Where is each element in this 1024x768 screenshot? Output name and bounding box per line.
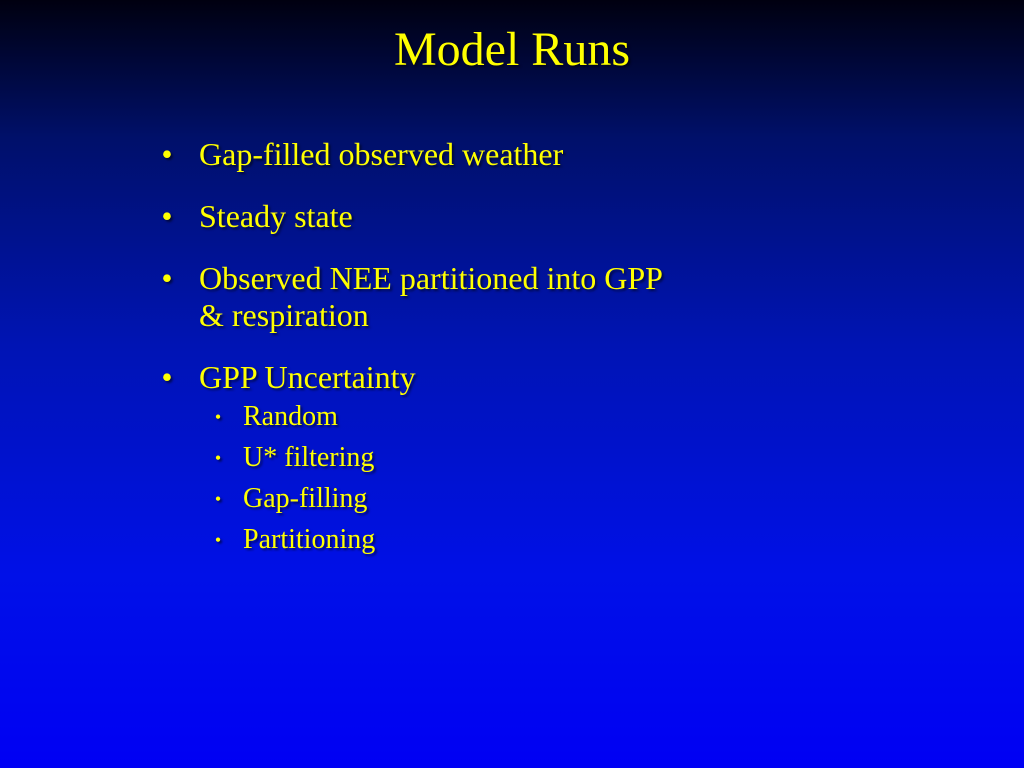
sub-bullet-dot-icon: • (214, 489, 222, 509)
bullet-text-line: Observed NEE partitioned into GPP (199, 260, 663, 296)
sub-bullet-item (199, 483, 797, 515)
sub-bullet-text: Partitioning (243, 524, 376, 555)
bullet-text: Gap-filled observed weather (199, 136, 564, 172)
bullet-text: GPP Uncertainty (199, 359, 416, 395)
bullet-dot-icon: • (161, 198, 173, 234)
sub-bullet-text: Random (243, 401, 338, 432)
bullet-dot-icon: • (161, 136, 173, 172)
sub-bullet-text: Gap-filling (243, 483, 368, 514)
slide-title: Model Runs (393, 23, 630, 76)
bullet-item (157, 198, 797, 235)
bullet-text-line: & respiration (199, 297, 369, 333)
bullet-text: Steady state (199, 198, 353, 234)
bullet-item (157, 260, 797, 334)
sub-bullet-item (199, 524, 797, 556)
sub-bullet-item (199, 442, 797, 474)
bullet-list (157, 136, 797, 581)
bullet-dot-icon: • (161, 359, 173, 395)
sub-bullet-dot-icon: • (214, 530, 222, 550)
sub-bullet-item (199, 401, 797, 433)
sub-bullet-text: U* filtering (243, 442, 375, 473)
bullet-item (157, 359, 797, 556)
sub-bullet-dot-icon: • (214, 407, 222, 427)
bullet-text (199, 260, 797, 334)
sub-bullet-list (199, 401, 797, 556)
sub-bullet-dot-icon: • (214, 448, 222, 468)
bullet-item (157, 136, 797, 173)
bullet-dot-icon: • (161, 260, 173, 296)
